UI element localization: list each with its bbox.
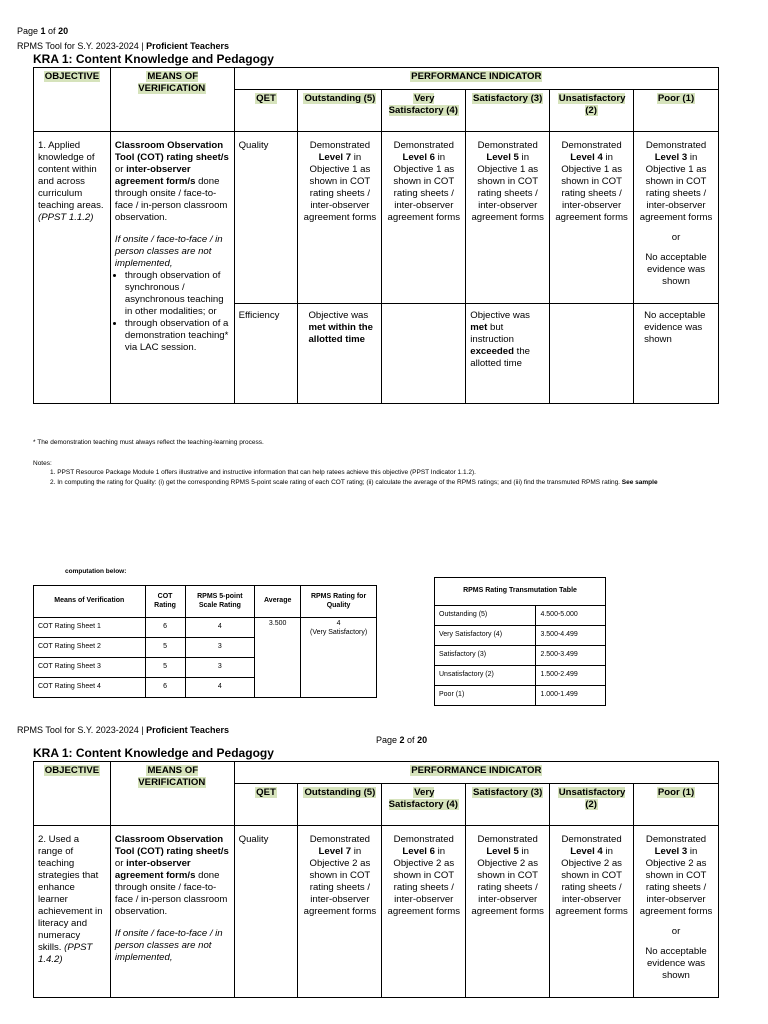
note-2: 2. In computing the rating for Quality: (i) get the corresponding RPMS 5-point scale rating of each COT rating; (ii) calculate the average of the RPMS ratings; and (iii) find the transmuted RPMS rating. See sample [50,479,658,486]
quality-outstanding: Demonstrated Level 7 in Objective 1 as shown in COT rating sheets / inter-observer agreement forms [298,132,382,304]
very-satisfactory-header: Very Satisfactory (4) [382,784,466,826]
objective-2-cell: 2. Used a range of teaching strategies that enhance learner achievement in literacy and numeracy skills. (PPST 1.4.2) [34,826,111,998]
asterisk-note: * The demonstration teaching must always reflect the teaching-learning process. [33,439,264,446]
table-row: Satisfactory (3) 2.500-3.499 [435,646,606,666]
transmutation-table [434,577,606,706]
efficiency-unsatisfactory [550,304,634,404]
quality-poor: Demonstrated Level 3 in Objective 2 as shown in COT rating sheets / inter-observer agreement forms or No acceptable evidence was shown [634,826,719,998]
mov-italic-note: If onsite / face-to-face / in person classes are not implemented, [114,233,223,269]
efficiency-satisfactory: Objective was met but instruction exceeded the allotted time [466,304,550,404]
mov-italic-note: If onsite / face-to-face / in person classes are not implemented, [114,927,223,963]
page-total: 20 [58,26,69,36]
quality-very-satisfactory: Demonstrated Level 6 in Objective 2 as shown in COT rating sheets / inter-observer agreement forms [382,826,466,998]
objective-2-mov: Classroom Observation Tool (COT) rating sheet/s or inter-observer agreement form/s done through onsite / face-to-face / in-person classroom observation. If onsite / face-to-face / in person classes are not implemented, [110,826,234,998]
poor-header: Poor (1) [634,90,719,132]
objective-1-cell: 1. Applied knowledge of content within and across curriculum teaching areas. (PPST 1.1.2) [34,132,111,404]
objective-2-table [33,761,719,998]
efficiency-label: Efficiency [234,304,298,404]
average-value: 3.500 [255,618,301,698]
quality-outstanding: Demonstrated Level 7 in Objective 2 as shown in COT rating sheets / inter-observer agreement forms [298,826,382,998]
table-row: COT Rating Sheet 2 5 3 [34,638,377,658]
col-header: Average [255,586,301,618]
col-header: RPMS 5-point Scale Rating [185,586,255,618]
page-number: Page 1 of 20 [17,26,69,36]
quality-satisfactory: Demonstrated Level 5 in Objective 2 as shown in COT rating sheets / inter-observer agreement forms [466,826,550,998]
performance-indicator-header: PERFORMANCE INDICATOR [234,762,718,784]
unsatisfactory-header: Unsatisfactory (2) [550,90,634,132]
qet-header: QET [234,784,298,826]
list-item: • through observation of synchronous / asynchronous teaching in other modalities; or [125,270,230,318]
quality-very-satisfactory: Demonstrated Level 6 in Objective 1 as shown in COT rating sheets / inter-observer agreement forms [382,132,466,304]
transmutation-title: RPMS Rating Transmutation Table [435,578,606,606]
quality-label: Quality [234,132,298,304]
table-row: Outstanding (5) 4.500-5.000 [435,606,606,626]
qet-header: QET [234,90,298,132]
quality-satisfactory: Demonstrated Level 5 in Objective 1 as shown in COT rating sheets / inter-observer agreement forms [466,132,550,304]
sample-computation-table [33,585,377,698]
objective-header: OBJECTIVE [34,68,111,132]
page-number-2: Page 2 of 20 [376,735,428,745]
objective-1-table [33,67,719,404]
rpms-rating-value: 4 (Very Satisfactory) [301,618,377,698]
note-1: 1. PPST Resource Package Module 1 offers illustrative and instructive information that can help ratees achieve this objective (PPST Indicator 1.1.2). [50,469,476,476]
outstanding-header: Outstanding (5) [298,784,382,826]
tool-subtitle: Proficient Teachers [146,41,229,51]
page-num: 1 [40,26,46,36]
quality-unsatisfactory: Demonstrated Level 4 in Objective 2 as shown in COT rating sheets / inter-observer agreement forms [550,826,634,998]
mov-bullets [115,270,230,354]
table-row: Poor (1) 1.000-1.499 [435,686,606,706]
list-item: • through observation of a demonstration teaching* via LAC session. [125,318,230,354]
efficiency-very-satisfactory [382,304,466,404]
table-row: Very Satisfactory (4) 3.500-4.499 [435,626,606,646]
table-row: COT Rating Sheet 1 6 4 3.500 4 (Very Satisfactory) [34,618,377,638]
efficiency-poor: No acceptable evidence was shown [634,304,719,404]
table-row: COT Rating Sheet 3 5 3 [34,658,377,678]
kra-title-page-2: KRA 1: Content Knowledge and Pedagogy [33,746,274,760]
poor-header: Poor (1) [634,784,719,826]
efficiency-outstanding: Objective was met within the allotted time [298,304,382,404]
very-satisfactory-header: Very Satisfactory (4) [382,90,466,132]
notes-label: Notes: [33,460,52,467]
outstanding-header: Outstanding (5) [298,90,382,132]
mov-header: MEANS OF VERIFICATION [110,762,234,826]
objective-header: OBJECTIVE [34,762,111,826]
quality-label: Quality [234,826,298,998]
satisfactory-header: Satisfactory (3) [466,784,550,826]
mov-header: MEANS OF VERIFICATION [110,68,234,132]
tool-title-page-2: RPMS Tool for S.Y. 2023-2024 | Proficient Teachers [17,725,229,735]
satisfactory-header: Satisfactory (3) [466,90,550,132]
col-header: COT Rating [145,586,185,618]
objective-1-mov: Classroom Observation Tool (COT) rating sheet/s or inter-observer agreement form/s done through onsite / face-to-face / in-person classroom observation. If onsite / face-to-face / in person classes are not implemented, • through observation of synchronous / asynchronous teaching in other modalities; or • through observation of a demonstration teaching* via LAC session. [110,132,234,404]
table-row: Unsatisfactory (2) 1.500-2.499 [435,666,606,686]
col-header: Means of Verification [34,586,146,618]
quality-unsatisfactory: Demonstrated Level 4 in Objective 1 as shown in COT rating sheets / inter-observer agreement forms [550,132,634,304]
tool-title: RPMS Tool for S.Y. 2023-2024 | Proficient Teachers [17,41,229,51]
computation-label: computation below: [65,568,127,575]
kra-title: KRA 1: Content Knowledge and Pedagogy [33,52,274,66]
quality-poor: Demonstrated Level 3 in Objective 1 as shown in COT rating sheets / inter-observer agreement forms or No acceptable evidence was shown [634,132,719,304]
performance-indicator-header: PERFORMANCE INDICATOR [234,68,718,90]
col-header: RPMS Rating for Quality [301,586,377,618]
unsatisfactory-header: Unsatisfactory (2) [550,784,634,826]
table-row: COT Rating Sheet 4 6 4 [34,678,377,698]
